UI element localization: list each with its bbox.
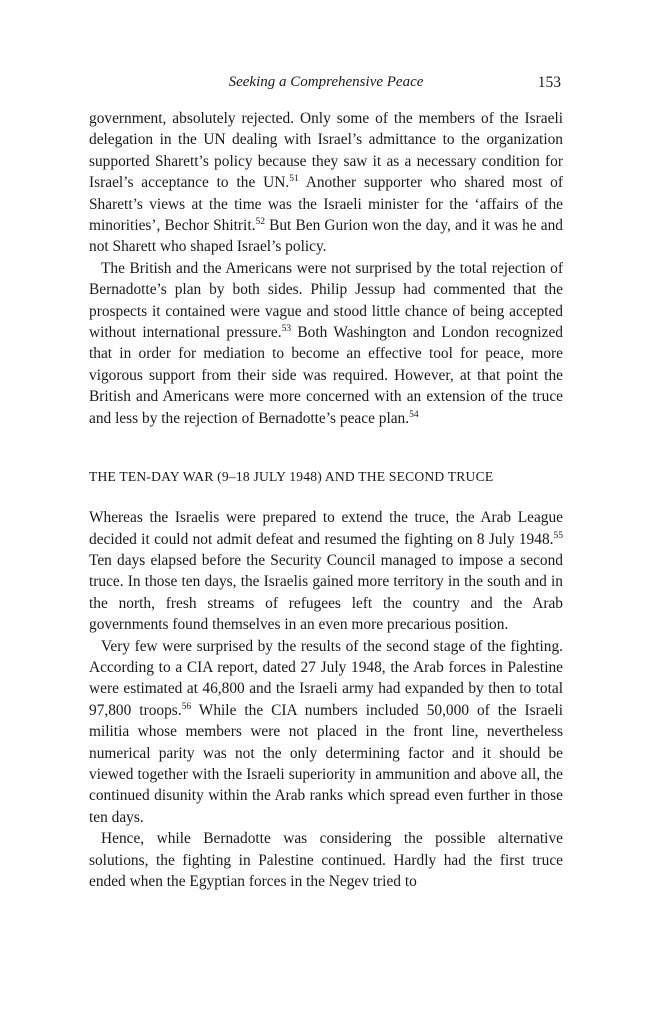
page-number: 153: [537, 74, 561, 91]
text-run: Another supporter who shared most of Sharett’s views at the time was the Israeli minister for the ‘affairs of the minorities’, Bechor Shitrit.: [89, 174, 563, 235]
text-run: Hence, while Bernadotte was considering the possible alternative solutions, the fighting in Palestine continued. Hardly had the first truce ended when the Egyptian forces in the Negev tried to: [89, 830, 563, 890]
footnote-ref: 51: [289, 174, 299, 185]
paragraph-continued: [89, 108, 563, 258]
text-run: government, absolutely rejected. Only some of the members of the Israeli delegation in the UN dealing with Israel’s admittance to the organization supported Sharett’s policy because they saw it as a necessary condition for Israel’s acceptance to the UN.: [89, 110, 563, 192]
text-run: But Ben Gurion won the day, and it was he and not Sharett who shaped Israel’s policy.: [89, 217, 563, 256]
book-page: [89, 70, 563, 892]
paragraph: [89, 828, 563, 892]
section-heading: THE TEN-DAY WAR (9–18 JULY 1948) AND THE SECOND TRUCE: [89, 469, 494, 485]
running-title: Seeking a Comprehensive Peace: [228, 74, 424, 90]
paragraph: [89, 258, 563, 429]
footnote-ref: 53: [281, 324, 292, 335]
text-run: Whereas the Israelis were prepared to extend the truce, the Arab League decided it could not admit defeat and resumed the fighting on 8 July 1948.: [89, 509, 563, 548]
text-run: Ten days elapsed before the Security Council managed to impose a second truce. In those ten days, the Israelis gained more territory in the south and in the north, fresh streams of refugees left the country and the Arab governments found themselves in an even more precarious position.: [89, 551, 563, 634]
text-run: While the CIA numbers included 50,000 of the Israeli militia whose members were not placed in the front line, nevertheless numerical parity was not the only determining factor and it should be viewed together with the Israeli superiority in ammunition and above all, the continued disunity within the Arab ranks which spread even further in those ten days.: [89, 701, 563, 826]
paragraph: [89, 636, 563, 829]
footnote-ref: 52: [255, 217, 265, 228]
footnote-ref: 55: [553, 530, 563, 541]
text-run: Very few were surprised by the results of the second stage of the fighting. According to a CIA report, dated 27 July 1948, the Arab forces in Palestine were estimated at 46,800 and the Israeli army had expanded by then to total 97,800 troops.: [89, 637, 563, 719]
footnote-ref: 54: [409, 409, 419, 420]
paragraph: [89, 507, 563, 635]
footnote-ref: 56: [181, 701, 192, 712]
running-head: [89, 70, 563, 98]
text-run: Both Washington and London recognized that in order for mediation to become an effective tool for peace, more vigorous support from their side was required. However, at that point the British and Americans were more concerned with an extension of the truce and less by the rejection of Bernadotte’s peace plan.: [89, 324, 563, 427]
text-run: The British and the Americans were not surprised by the total rejection of Bernadotte’s plan by both sides. Philip Jessup had commented that the prospects it contained were vague and stood little chance of being accepted without international pressure.: [89, 259, 563, 342]
